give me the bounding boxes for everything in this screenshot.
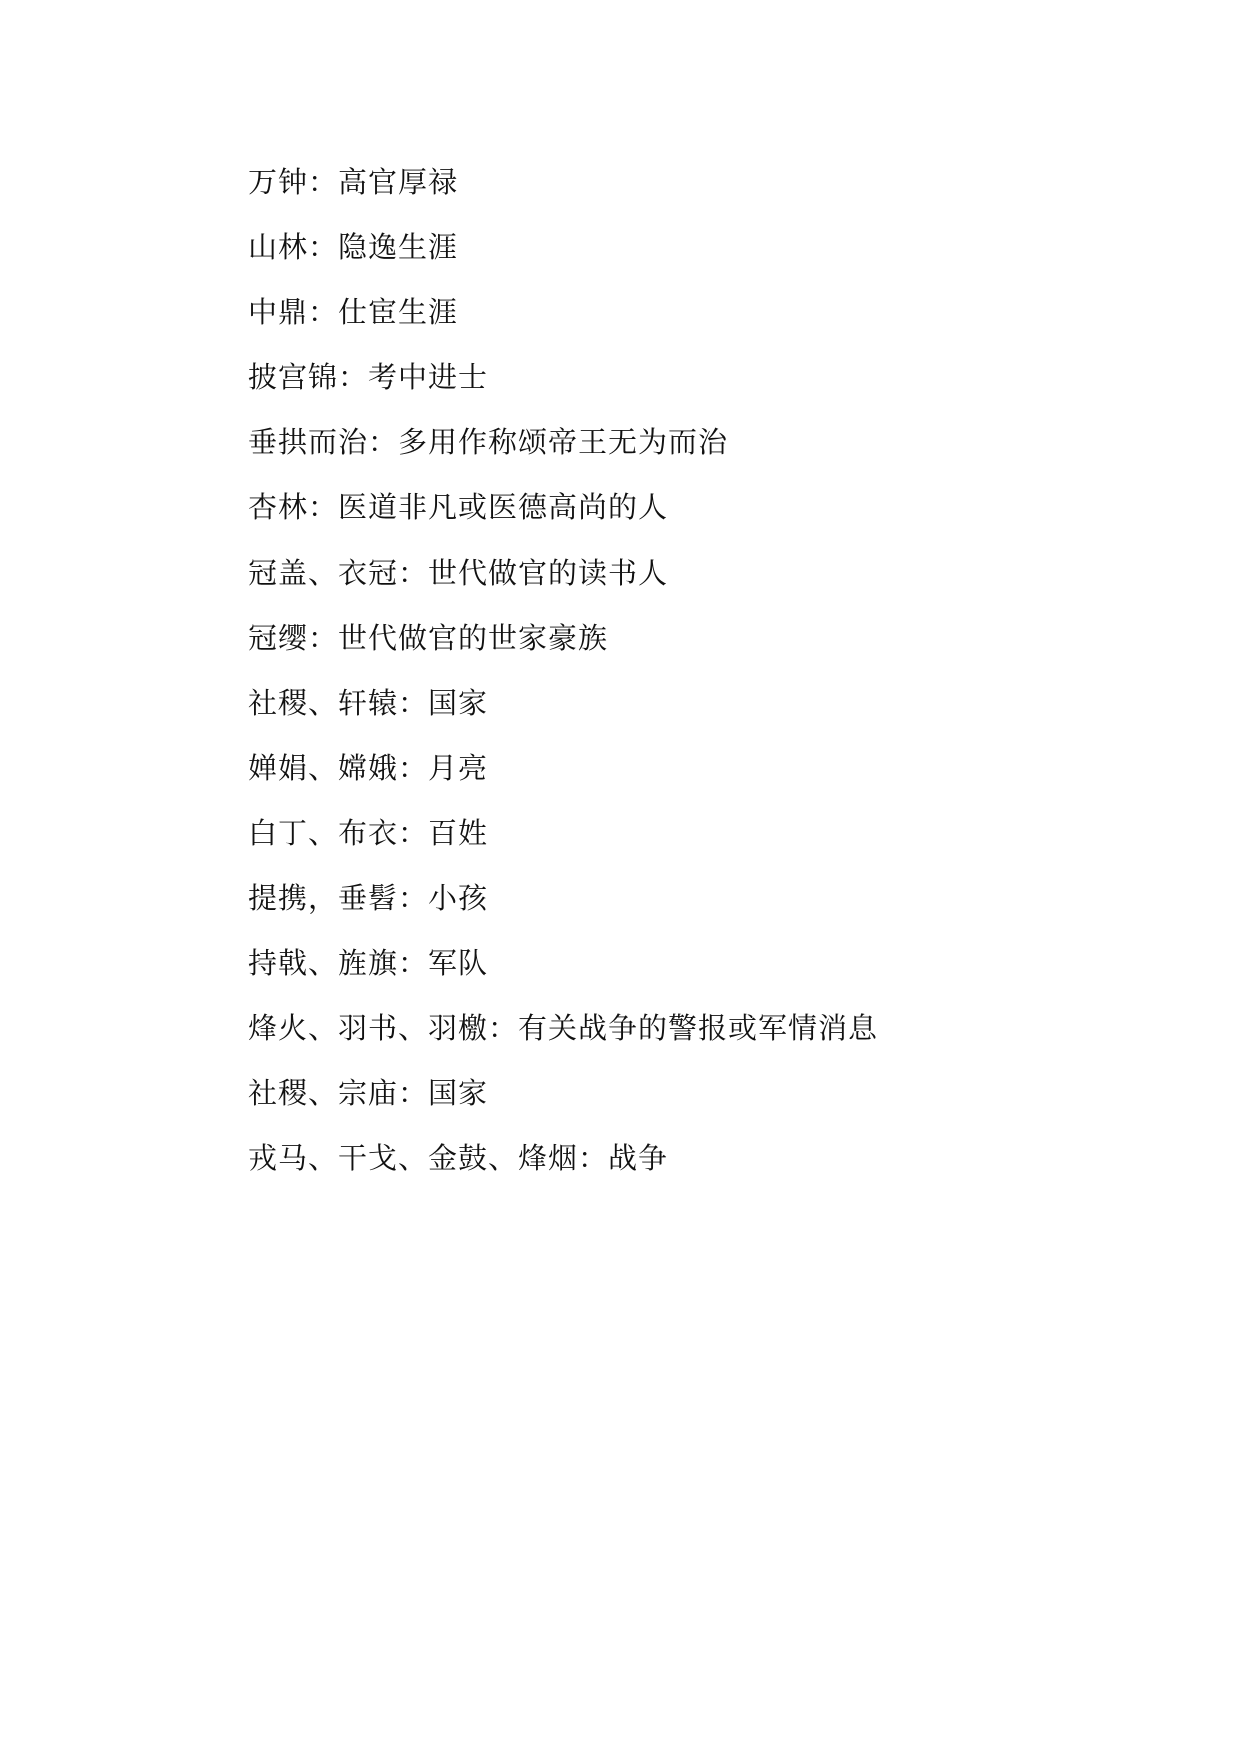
glossary-entry: 冠缨：世代做官的世家豪族 xyxy=(248,620,609,655)
glossary-list xyxy=(248,160,1148,1202)
glossary-entry: 提携，垂髫：小孩 xyxy=(248,881,489,916)
glossary-entry: 垂拱而治：多用作称颂帝王无为而治 xyxy=(248,425,729,460)
glossary-entry: 中鼎：仕宦生涯 xyxy=(248,295,459,330)
glossary-entry: 白丁、布衣：百姓 xyxy=(248,815,489,850)
glossary-entry: 烽火、羽书、羽檄：有关战争的警报或军情消息 xyxy=(248,1011,879,1046)
glossary-entry: 持戟、旌旗：军队 xyxy=(248,946,489,981)
glossary-entry: 冠盖、衣冠：世代做官的读书人 xyxy=(248,555,669,590)
glossary-entry: 山林：隐逸生涯 xyxy=(248,230,459,265)
glossary-entry: 万钟：高官厚禄 xyxy=(248,165,459,199)
glossary-entry: 社稷、宗庙：国家 xyxy=(248,1076,489,1111)
glossary-entry: 披宫锦：考中进士 xyxy=(248,360,489,395)
glossary-entry: 婵娟、嫦娥：月亮 xyxy=(248,750,489,785)
glossary-entry: 社稷、轩辕：国家 xyxy=(248,685,489,720)
glossary-entry: 杏林：医道非凡或医德高尚的人 xyxy=(248,490,669,525)
glossary-entry: 戎马、干戈、金鼓、烽烟：战争 xyxy=(248,1141,669,1176)
